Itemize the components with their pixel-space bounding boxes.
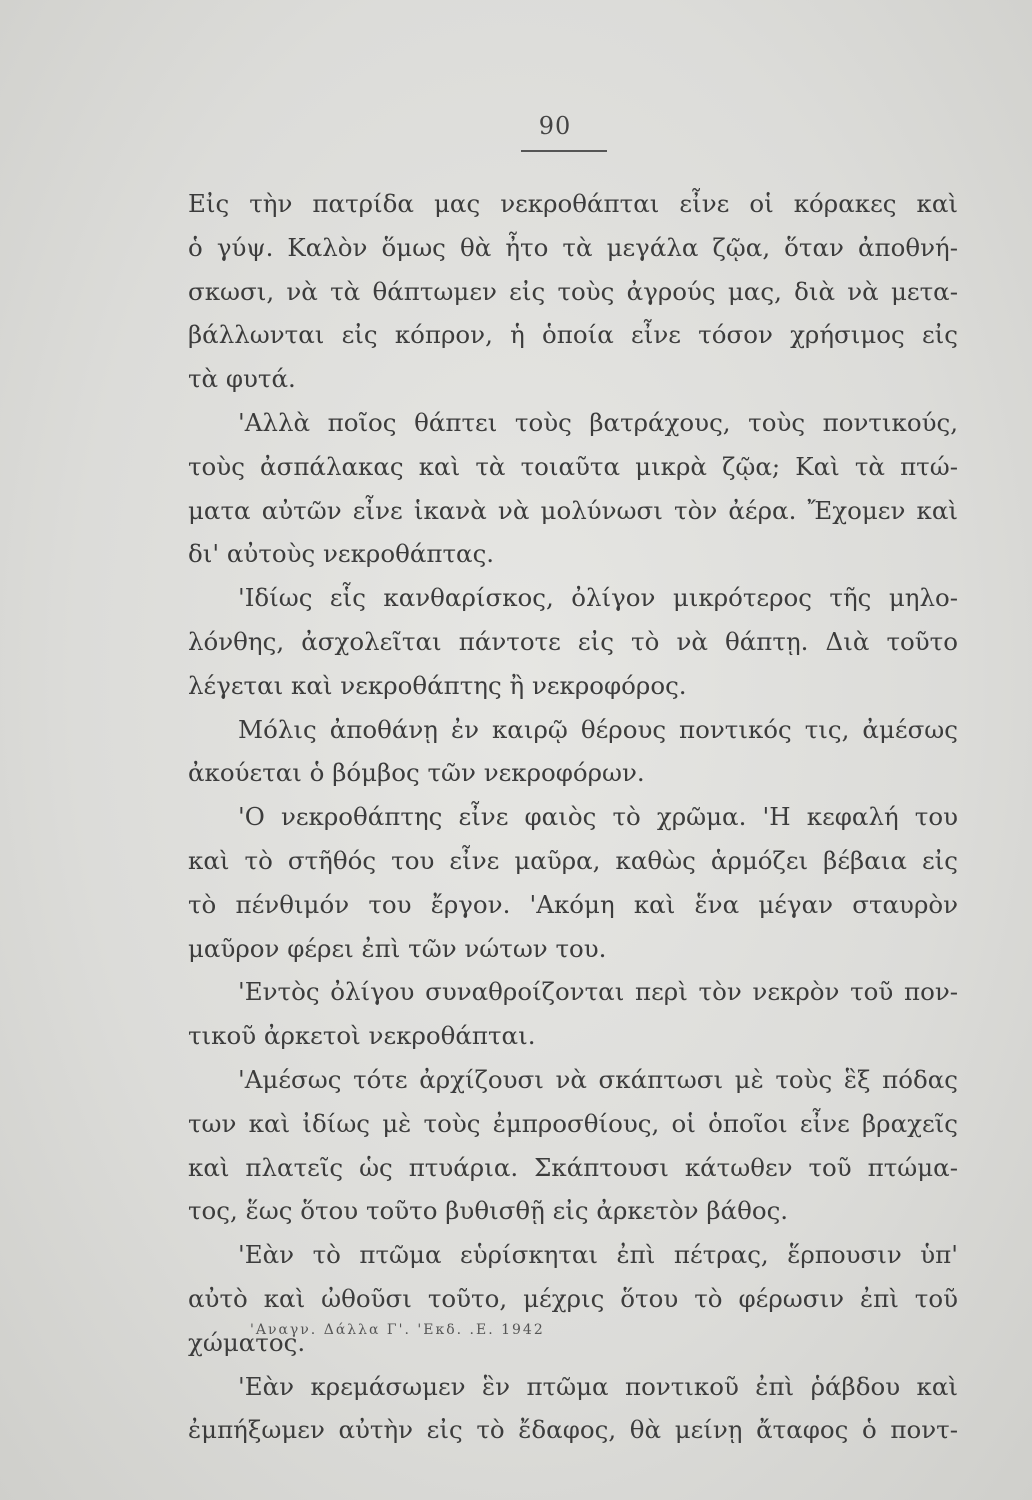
text-line: τος, ἕως ὅτου τοῦτο βυθισθῇ εἰς ἀρκετὸν βάθος. [188, 1196, 789, 1226]
text-line: 'Αλλὰ ποῖος θάπτει τοὺς βατράχους, τοὺς ποντικούς, [238, 407, 958, 437]
text-line: τοὺς ἀσπάλακας καὶ τὰ τοιαῦτα μικρὰ ζῷα; Καὶ τὰ πτώ- [188, 451, 958, 481]
text-line: 'Εντὸς ὀλίγου συναθροίζονται περὶ τὸν νεκρὸν τοῦ πον- [238, 977, 958, 1007]
text-line: τὰ φυτά. [188, 364, 296, 394]
text-line: ματα αὐτῶν εἶνε ἱκανὰ νὰ μολύνωσι τὸν ἀέρα. Ἔχομεν καὶ [188, 495, 958, 525]
text-line: καὶ πλατεῖς ὡς πτυάρια. Σκάπτουσι κάτωθεν τοῦ πτώμα- [188, 1152, 958, 1182]
text-line: 'Ιδίως εἷς κανθαρίσκος, ὀλίγον μικρότερος τῆς μηλο- [238, 583, 958, 613]
text-line: σκωσι, νὰ τὰ θάπτωμεν εἰς τοὺς ἀγρούς μας, διὰ νὰ μετα- [188, 276, 958, 306]
text-line: λέγεται καὶ νεκροθάπτης ἢ νεκροφόρος. [188, 670, 687, 700]
text-line: αὐτὸ καὶ ὠθοῦσι τοῦτο, μέχρις ὅτου τὸ φέρωσιν ἐπὶ τοῦ [188, 1283, 958, 1313]
body-text [188, 182, 958, 1452]
text-line: των καὶ ἰδίως μὲ τοὺς ἐμπροσθίους, οἱ ὁποῖοι εἶνε βραχεῖς [188, 1108, 958, 1138]
text-line: 'Αμέσως τότε ἀρχίζουσι νὰ σκάπτωσι μὲ τοὺς ἓξ πόδας [238, 1064, 958, 1094]
footer-signature: 'Αναγν. Δάλλα Γ'. 'Εκδ. .Ε. 1942 [250, 1322, 545, 1338]
text-line: ὁ γύψ. Καλὸν ὅμως θὰ ἦτο τὰ μεγάλα ζῷα, ὅταν ἀποθνή- [188, 232, 958, 262]
text-line: τὸ πένθιμόν του ἔργον. 'Ακόμη καὶ ἕνα μέγαν σταυρὸν [188, 889, 958, 919]
text-line: τικοῦ ἀρκετοὶ νεκροθάπται. [188, 1021, 536, 1051]
text-line: Εἰς τὴν πατρίδα μας νεκροθάπται εἶνε οἱ κόρακες καὶ [188, 189, 958, 218]
text-line: λόνθης, ἀσχολεῖται πάντοτε εἰς τὸ νὰ θάπτῃ. Διὰ τοῦτο [188, 626, 958, 656]
text-line: 'Εὰν τὸ πτῶμα εὑρίσκηται ἐπὶ πέτρας, ἕρπουσιν ὑπ' [238, 1240, 958, 1270]
text-line: δι' αὐτοὺς νεκροθάπτας. [188, 539, 495, 569]
text-line: χώματος. [188, 1327, 306, 1357]
page-number: 90 [538, 112, 572, 140]
text-line: ἀκούεται ὁ βόμβος τῶν νεκροφόρων. [188, 758, 645, 788]
text-line: 'Ο νεκροθάπτης εἶνε φαιὸς τὸ χρῶμα. 'Η κεφαλή του [238, 802, 958, 832]
text-line: καὶ τὸ στῆθός του εἶνε μαῦρα, καθὼς ἁρμόζει βέβαια εἰς [188, 845, 958, 875]
page-number-underline [521, 150, 607, 152]
text-line: μαῦρον φέρει ἐπὶ τῶν νώτων του. [188, 933, 607, 963]
text-line: Μόλις ἀποθάνῃ ἐν καιρῷ θέρους ποντικός τις, ἀμέσως [238, 714, 958, 744]
text-line: 'Εὰν κρεμάσωμεν ἓν πτῶμα ποντικοῦ ἐπὶ ῥάβδου καὶ [238, 1371, 958, 1401]
text-line: βάλλωνται εἰς κόπρον, ἡ ὁποία εἶνε τόσον χρήσιμος εἰς [188, 320, 958, 350]
text-line: ἐμπήξωμεν αὐτὴν εἰς τὸ ἔδαφος, θὰ μείνῃ ἄταφος ὁ ποντ- [188, 1415, 958, 1445]
